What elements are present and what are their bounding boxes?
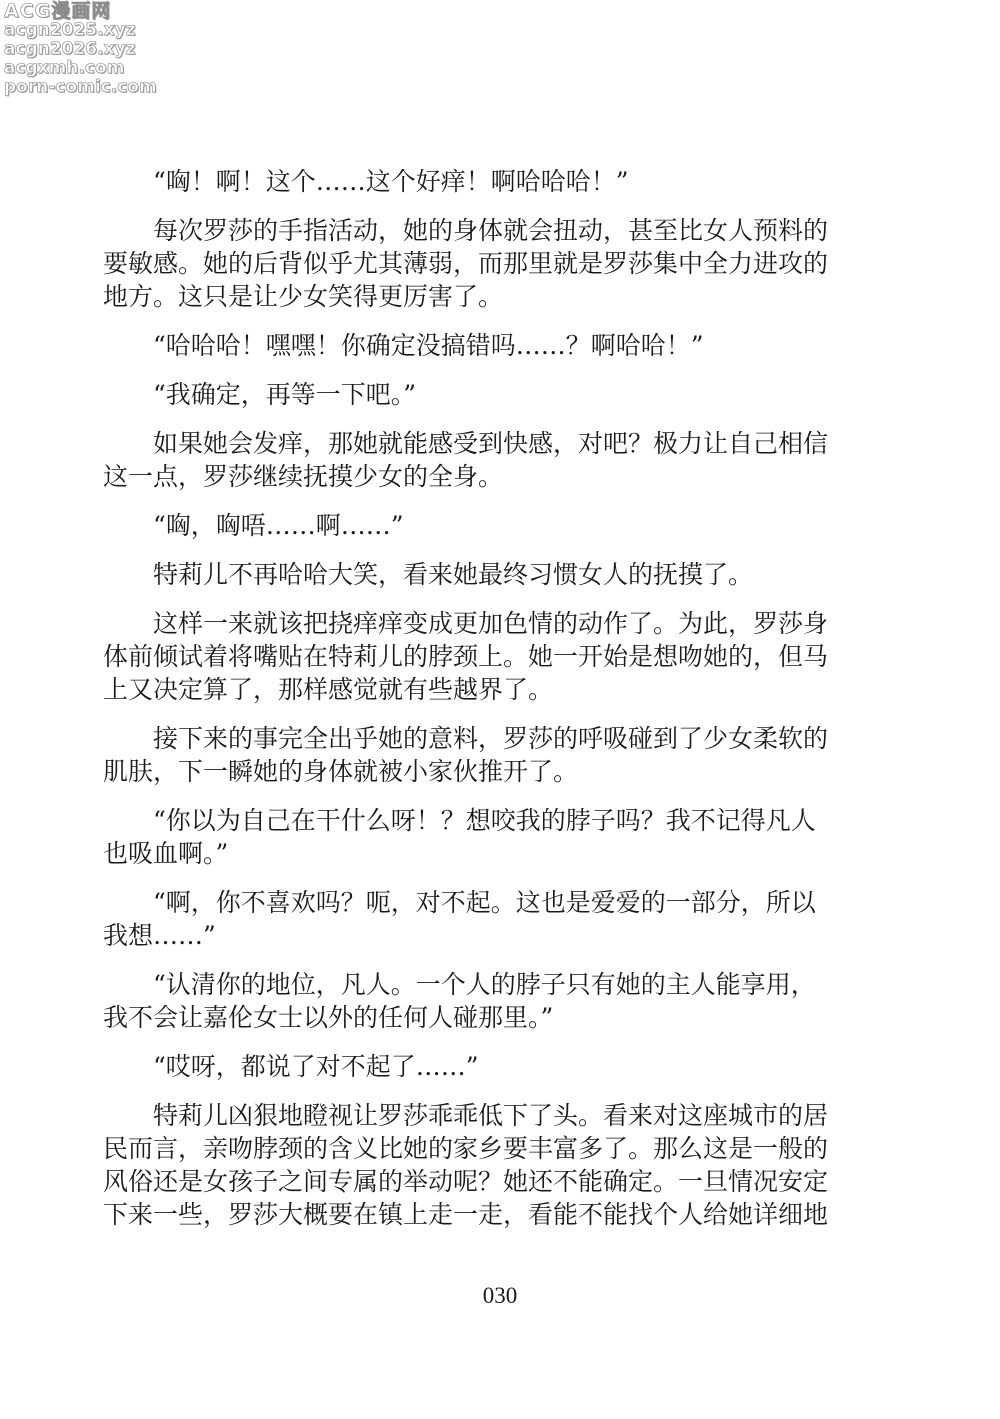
paragraph — [103, 804, 831, 870]
text-line: 下来一些，罗莎大概要在镇上走一走，看能不能找个人给她详细地 — [103, 1200, 829, 1229]
paragraph — [103, 427, 831, 493]
paragraph — [103, 165, 831, 198]
paragraph — [103, 378, 831, 411]
paragraph — [103, 329, 831, 362]
paragraph — [103, 1050, 831, 1083]
text-line: 特莉儿不再哈哈大笑，看来她最终习惯女人的抚摸了。 — [153, 560, 754, 589]
text-line: 也吸血啊。” — [103, 839, 229, 868]
text-line: 要敏感。她的后背似乎尤其薄弱，而那里就是罗莎集中全力进攻的 — [103, 249, 829, 278]
text-line: 肌肤，下一瞬她的身体就被小家伙推开了。 — [103, 757, 579, 786]
text-line: 我想……” — [103, 921, 216, 950]
text-line: “哎呀，都说了对不起了……” — [153, 1052, 479, 1081]
text-line: 这样一来就该把挠痒痒变成更加色情的动作了。为此，罗莎身 — [153, 609, 829, 638]
text-line: “哈哈哈！嘿嘿！你确定没搞错吗……？啊哈哈！” — [153, 331, 704, 360]
paragraph — [103, 607, 831, 706]
text-line: “认清你的地位，凡人。一个人的脖子只有她的主人能享用， — [153, 970, 816, 999]
page-number: 030 — [482, 1283, 518, 1308]
watermark-line: ACG漫画网 — [4, 0, 112, 22]
watermark-line: acgxmh.com — [4, 58, 125, 78]
text-line: 风俗还是女孩子之间专属的举动呢？她还不能确定。一旦情况安定 — [103, 1167, 829, 1196]
text-line: “哅，哅唔……啊……” — [153, 511, 404, 540]
paragraph — [103, 1099, 831, 1231]
text-line: 我不会让嘉伦女士以外的任何人碰那里。” — [103, 1003, 554, 1032]
text-line: 每次罗莎的手指活动，她的身体就会扭动，甚至比女人预料的 — [153, 216, 829, 245]
paragraph — [103, 722, 831, 788]
text-line: 民而言，亲吻脖颈的含义比她的家乡要丰富多了。那么这是一般的 — [103, 1134, 829, 1163]
text-line: “你以为自己在干什么呀！？想咬我的脖子吗？我不记得凡人 — [153, 806, 816, 835]
text-line: 上又决定算了，那样感觉就有些越界了。 — [103, 675, 554, 704]
text-line: 如果她会发痒，那她就能感受到快感，对吧？极力让自己相信 — [153, 429, 829, 458]
text-line: 接下来的事完全出乎她的意料，罗莎的呼吸碰到了少女柔软的 — [153, 724, 829, 753]
text-line: 体前倾试着将嘴贴在特莉儿的脖颈上。她一开始是想吻她的，但马 — [103, 642, 829, 671]
text-line: “我确定，再等一下吧。” — [153, 380, 417, 409]
paragraph — [103, 509, 831, 542]
text-line: “哅！啊！这个……这个好痒！啊哈哈哈！” — [153, 167, 629, 196]
text-line: 这一点，罗莎继续抚摸少女的全身。 — [103, 462, 504, 491]
paragraph — [103, 886, 831, 952]
paragraph — [103, 214, 831, 313]
text-line: 地方。这只是让少女笑得更厉害了。 — [103, 282, 504, 311]
text-line: “啊，你不喜欢吗？呃，对不起。这也是爱爱的一部分，所以 — [153, 888, 816, 917]
watermark — [4, 0, 157, 97]
paragraph — [103, 968, 831, 1034]
text-line: 特莉儿凶狠地瞪视让罗莎乖乖低下了头。看来对这座城市的居 — [153, 1101, 829, 1130]
page-body — [103, 165, 831, 1247]
paragraph — [103, 558, 831, 591]
watermark-line: acgn2025.xyz — [4, 20, 136, 40]
watermark-line: acgn2026.xyz — [4, 39, 136, 59]
watermark-line: porn-comic.com — [4, 77, 157, 97]
